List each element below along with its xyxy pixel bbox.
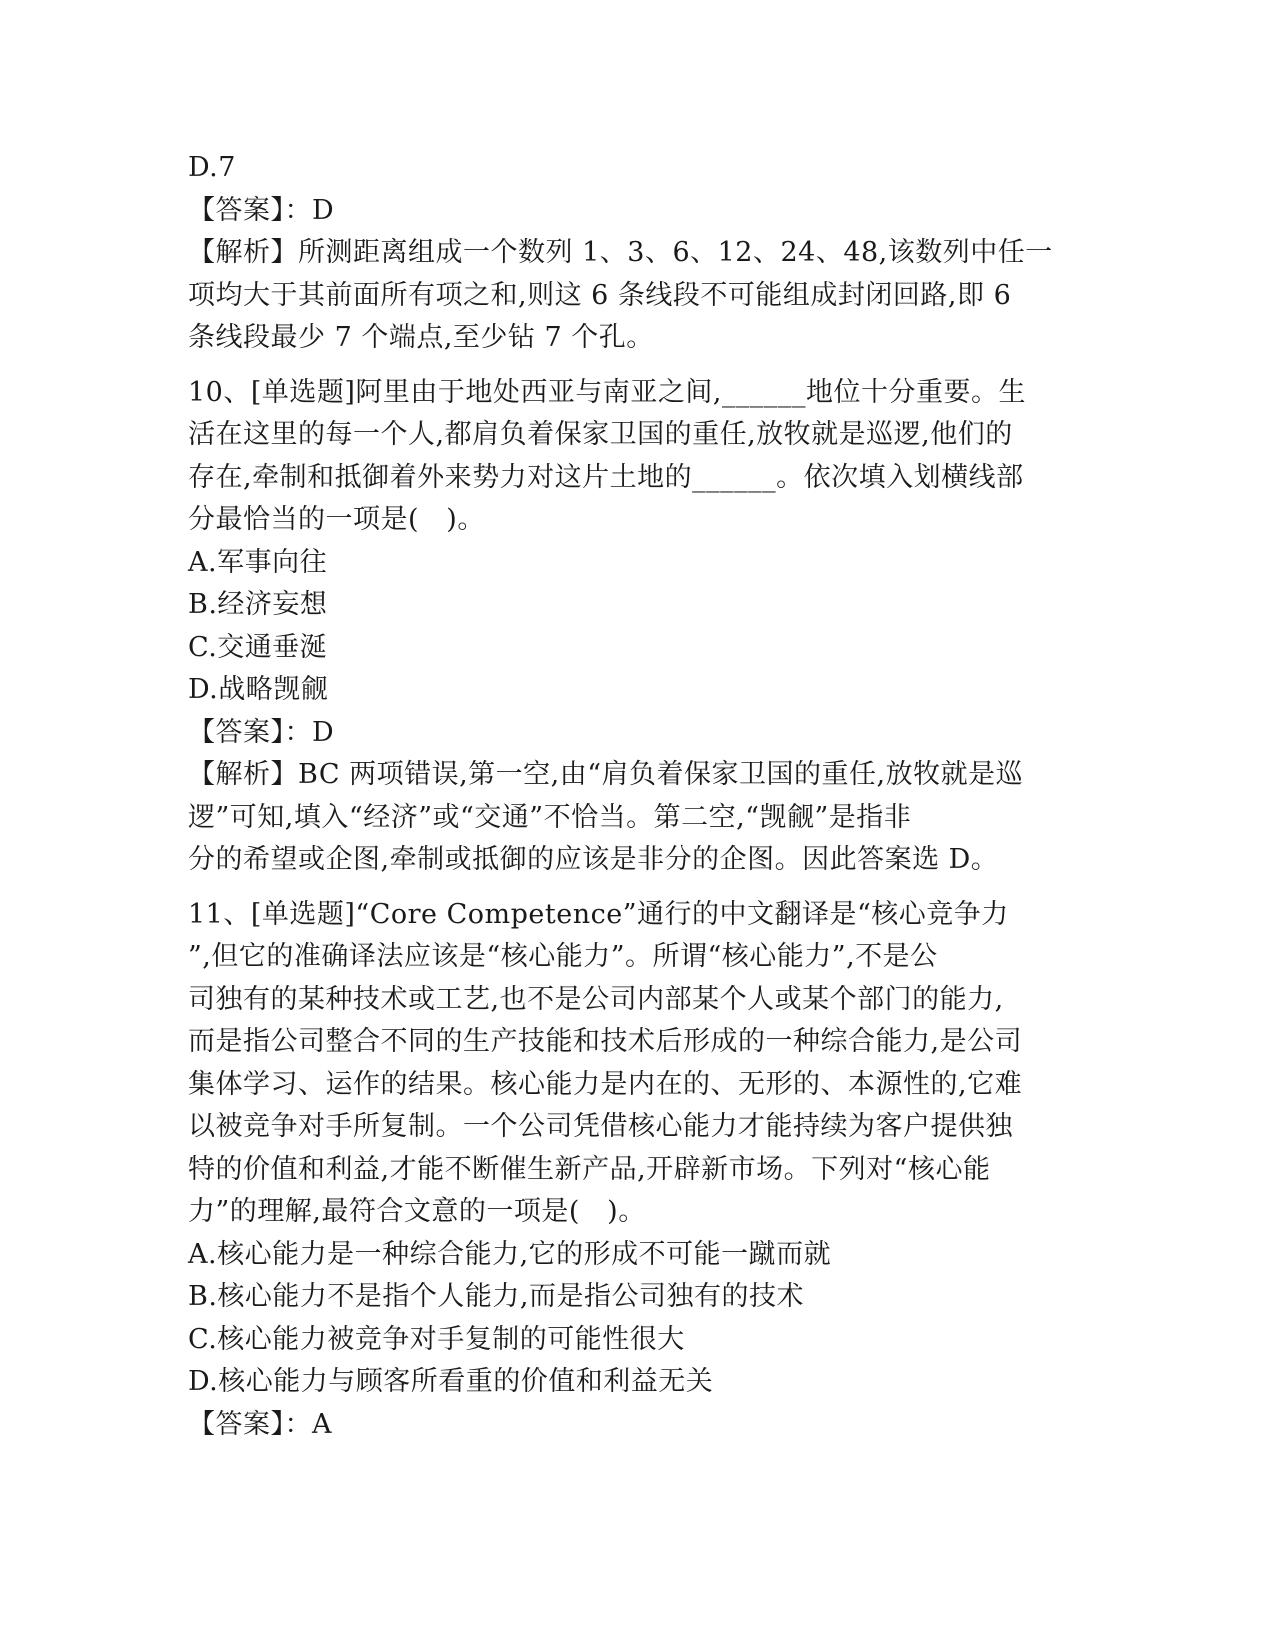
analysis-line: 项均大于其前面所有项之和,则这 6 条线段不可能组成封闭回路,即 6 — [188, 279, 1012, 311]
answer-line: 【答案】：D — [188, 716, 335, 748]
question-stem-line: 活在这里的每一个人,都肩负着保家卫国的重任,放牧就是巡逻,他们的 — [188, 419, 1013, 450]
analysis-line: 逻”可知,填入“经济”或“交通”不恰当。第二空,“觊觎”是指非 — [188, 801, 912, 833]
question-stem-line: ”,但它的准确译法应该是“核心能力”。所谓“核心能力”,不是公 — [188, 941, 938, 972]
analysis-line: 分的希望或企图,牵制或抵御的应该是非分的企图。因此答案选 D。 — [188, 844, 999, 875]
option-c: C.核心能力被竞争对手复制的可能性很大 — [188, 1323, 685, 1355]
question-stem-line: 力”的理解,最符合文意的一项是( )。 — [188, 1196, 646, 1227]
option-d: D.7 — [188, 152, 236, 183]
analysis-line: 【解析】BC 两项错误,第一空,由“肩负着保家卫国的重任,放牧就是巡 — [188, 759, 1024, 790]
question-stem-line: 而是指公司整合不同的生产技能和技术后形成的一种综合能力,是公司 — [188, 1026, 1023, 1057]
question-stem-line: 集体学习、运作的结果。核心能力是内在的、无形的、本源性的,它难 — [188, 1068, 1023, 1100]
question-11 — [188, 894, 1088, 1447]
answer-line: 【答案】：D — [188, 194, 335, 226]
answer-line: 【答案】：A — [188, 1408, 332, 1440]
question-stem-line: 11、[单选题]“Core Competence”通行的中文翻译是“核心竞争力 — [188, 898, 1009, 930]
prev-question-tail — [188, 147, 1088, 360]
analysis-line: 条线段最少 7 个端点,至少钻 7 个孔。 — [188, 322, 654, 353]
option-b: B.经济妄想 — [188, 589, 328, 620]
question-10 — [188, 372, 1088, 882]
analysis-line: 【解析】所测距离组成一个数列 1、3、6、12、24、48,该数列中任一 — [188, 237, 1053, 268]
option-d: D.战略觊觎 — [188, 674, 329, 705]
question-stem-line: 特的价值和利益,才能不断催生新产品,开辟新市场。下列对“核心能 — [188, 1153, 991, 1185]
question-stem-line: 存在,牵制和抵御着外来势力对这片土地的______。依次填入划横线部 — [188, 461, 1024, 493]
question-stem-line: 分最恰当的一项是( )。 — [188, 504, 485, 535]
option-c: C.交通垂涎 — [188, 631, 328, 663]
option-a: A.核心能力是一种综合能力,它的形成不可能一蹴而就 — [188, 1238, 832, 1270]
option-b: B.核心能力不是指个人能力,而是指公司独有的技术 — [188, 1281, 805, 1312]
option-d: D.核心能力与顾客所看重的价值和利益无关 — [188, 1366, 714, 1397]
question-stem-line: 司独有的某种技术或工艺,也不是公司内部某个人或某个部门的能力, — [188, 983, 1004, 1015]
question-stem-line: 以被竞争对手所复制。一个公司凭借核心能力才能持续为客户提供独 — [188, 1111, 1013, 1142]
document-page — [188, 147, 1088, 1446]
option-a: A.军事向往 — [188, 546, 328, 578]
question-stem-line: 10、[单选题]阿里由于地处西亚与南亚之间,______地位十分重要。生 — [188, 376, 1027, 408]
